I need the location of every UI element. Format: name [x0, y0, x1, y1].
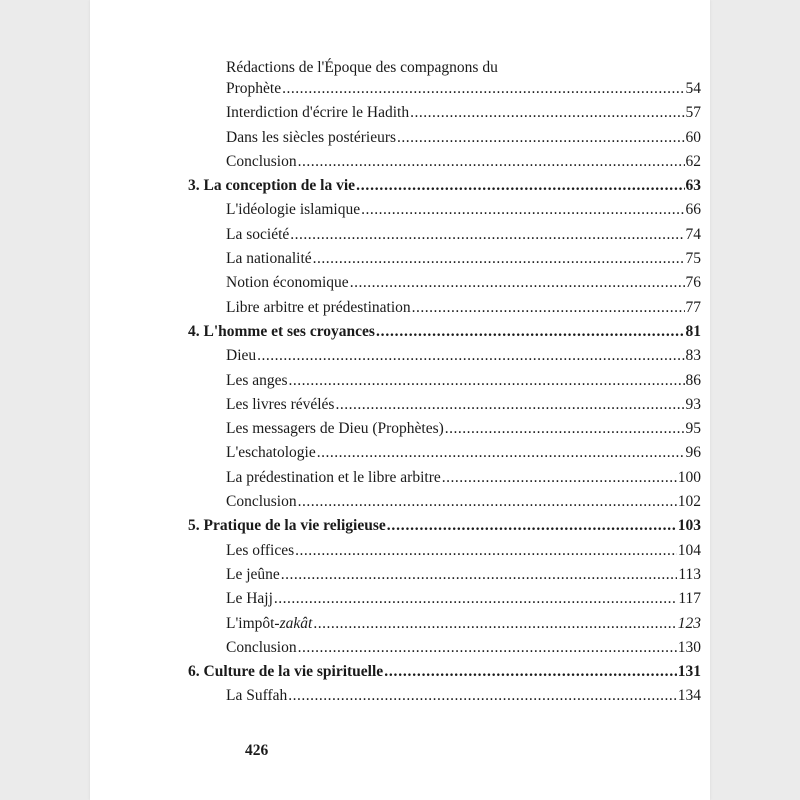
toc-section-entry[interactable] — [188, 271, 701, 295]
toc-entry-title — [226, 466, 441, 490]
dot-leader — [397, 126, 684, 150]
toc-section-entry[interactable] — [188, 466, 701, 490]
toc-entry-title — [226, 441, 316, 465]
toc-entry-title — [226, 612, 312, 636]
toc-entry-title-text: Notion économique — [226, 274, 349, 292]
toc-section-entry[interactable] — [188, 587, 701, 611]
toc-page-number: 102 — [677, 493, 701, 511]
toc-entry-title-text: Conclusion — [226, 493, 297, 511]
toc-section-entry[interactable] — [188, 296, 701, 320]
dot-leader — [282, 77, 684, 101]
toc-section-entry[interactable] — [188, 77, 701, 101]
toc-entry-title — [188, 514, 386, 538]
toc-section-entry[interactable] — [188, 247, 701, 271]
toc-section-entry[interactable] — [188, 369, 701, 393]
toc-entry-title-text: 5. Pratique de la vie religieuse — [188, 517, 386, 535]
toc-page-number: 123 — [677, 614, 701, 632]
dot-leader — [274, 587, 677, 611]
dot-leader — [387, 514, 677, 538]
toc-entry-title-text: La Suffah — [226, 687, 288, 705]
toc-entry-title-line — [188, 57, 701, 77]
toc-section-entry[interactable] — [188, 150, 701, 174]
toc-page-number: 113 — [678, 565, 701, 583]
toc-page-number: 131 — [677, 663, 701, 681]
toc-entry-title: Rédactions de l'Époque des compagnons du — [226, 59, 498, 76]
dot-leader — [356, 174, 684, 198]
toc-entry-title — [226, 393, 334, 417]
toc-page-number: 134 — [677, 687, 701, 705]
toc-entry-title — [226, 101, 409, 125]
toc-entry-title — [226, 247, 312, 271]
toc-entry-title-text: Prophète — [226, 80, 282, 97]
toc-section-entry[interactable] — [188, 344, 701, 368]
dot-leader — [298, 636, 677, 660]
toc-chapter-entry[interactable] — [188, 660, 701, 684]
toc-page-number: 74 — [685, 225, 701, 243]
toc-chapter-entry[interactable] — [188, 514, 701, 538]
toc-entry-title — [226, 563, 280, 587]
toc-entry-title-text: Le jeûne — [226, 565, 280, 583]
toc-page-number: 54 — [685, 80, 701, 97]
toc-entry-title-text: Le Hajj — [226, 590, 273, 608]
toc-section-entry[interactable] — [188, 563, 701, 587]
toc-section-entry[interactable] — [188, 490, 701, 514]
dot-leader — [295, 539, 677, 563]
toc-section-entry[interactable] — [188, 612, 701, 636]
dot-leader — [298, 490, 677, 514]
toc-entry-title-text: Conclusion — [226, 638, 297, 656]
toc-entry-title-text: Les offices — [226, 541, 295, 559]
toc-page-number: 93 — [685, 395, 701, 413]
toc-page-number: 62 — [685, 152, 701, 170]
toc-section-entry[interactable] — [188, 393, 701, 417]
toc-entry-title — [226, 636, 297, 660]
book-page — [90, 0, 710, 800]
toc-entry-title-text: Libre arbitre et prédestination — [226, 298, 411, 316]
toc-entry-title-text: L'idéologie islamique — [226, 201, 361, 219]
toc-page-number: 57 — [685, 104, 701, 122]
toc-page-number: 104 — [677, 541, 701, 559]
dot-leader — [290, 223, 684, 247]
dot-leader — [313, 247, 685, 271]
dot-leader — [445, 417, 685, 441]
toc-page-number: 130 — [677, 638, 701, 656]
dot-leader — [257, 344, 684, 368]
toc-entry-title-italic: zakât — [279, 614, 313, 632]
toc-entry-title — [226, 77, 281, 101]
toc-entry-title — [226, 587, 273, 611]
toc-page-number: 63 — [685, 177, 701, 195]
toc-entry-title-text: Conclusion — [226, 152, 297, 170]
toc-section-entry[interactable] — [188, 441, 701, 465]
toc-page-number: 100 — [677, 468, 701, 486]
toc-entry-title — [226, 296, 411, 320]
toc-entry-title — [188, 660, 383, 684]
toc-page-number: 86 — [685, 371, 701, 389]
toc-entry-title-text: Les livres révélés — [226, 395, 335, 413]
toc-entry-title-text: Les anges — [226, 371, 288, 389]
toc-entry-title-text: L'impôt- — [226, 614, 280, 632]
toc-entry-title-text: La nationalité — [226, 250, 312, 268]
toc-entry-title-text: La prédestination et le libre arbitre — [226, 468, 441, 486]
dot-leader — [335, 393, 684, 417]
dot-leader — [410, 101, 684, 125]
toc-section-entry[interactable] — [188, 223, 701, 247]
toc-entry-title-text: Dieu — [226, 347, 257, 365]
toc-entry-title-text: La société — [226, 225, 290, 243]
toc-page-number: 76 — [685, 274, 701, 292]
dot-leader — [361, 198, 684, 222]
toc-entry-title — [226, 369, 288, 393]
toc-page-number: 95 — [685, 420, 701, 438]
toc-entry-title — [226, 490, 297, 514]
toc-entry-title-text: L'eschatologie — [226, 444, 316, 462]
toc-entry-title — [226, 126, 396, 150]
dot-leader — [288, 684, 676, 708]
toc-section-entry[interactable] — [188, 636, 701, 660]
toc-entry-title-text: 6. Culture de la vie spirituelle — [188, 663, 384, 681]
toc-entry-title-text: Les messagers de Dieu (Prophètes) — [226, 420, 444, 438]
toc-page-number: 117 — [678, 590, 701, 608]
toc-entry-title — [226, 150, 297, 174]
dot-leader — [313, 612, 676, 636]
toc-section-entry[interactable] — [188, 101, 701, 125]
toc-entry-title — [226, 198, 360, 222]
toc-page-number: 81 — [685, 322, 701, 340]
toc-entry-title-text: Interdiction d'écrire le Hadith — [226, 104, 410, 122]
toc-page-number: 77 — [685, 298, 701, 316]
toc-entry-title — [188, 320, 375, 344]
toc-section-entry[interactable] — [188, 684, 701, 708]
toc-section-entry[interactable] — [188, 198, 701, 222]
toc-page-number: 103 — [677, 517, 701, 535]
toc-page-number: 60 — [685, 128, 701, 146]
page-number: 426 — [245, 742, 269, 759]
toc-section-entry[interactable] — [188, 539, 701, 563]
toc-entry-title — [188, 174, 355, 198]
toc-entry-title-text: 4. L'homme et ses croyances — [188, 322, 375, 340]
toc-entry-title — [226, 344, 256, 368]
dot-leader — [317, 441, 685, 465]
toc-page-number: 96 — [685, 444, 701, 462]
toc-entry-title — [226, 417, 444, 441]
toc-entry-title — [226, 223, 289, 247]
dot-leader — [384, 660, 677, 684]
dot-leader — [442, 466, 677, 490]
dot-leader — [298, 150, 685, 174]
dot-leader — [350, 271, 685, 295]
dot-leader — [412, 296, 685, 320]
toc-page-number: 66 — [685, 201, 701, 219]
dot-leader — [289, 369, 685, 393]
toc-page-number: 83 — [685, 347, 701, 365]
toc-entry-title-text: 3. La conception de la vie — [188, 177, 356, 195]
dot-leader — [281, 563, 678, 587]
toc-chapter-entry[interactable] — [188, 174, 701, 198]
toc-entry-title-text: Dans les siècles postérieurs — [226, 128, 397, 146]
toc-page-number: 75 — [685, 250, 701, 268]
toc-section-entry[interactable] — [188, 126, 701, 150]
toc-entry-title — [226, 684, 287, 708]
toc-entry-title — [226, 271, 349, 295]
toc-chapter-entry[interactable] — [188, 320, 701, 344]
toc-section-entry[interactable] — [188, 417, 701, 441]
dot-leader — [376, 320, 685, 344]
table-of-contents — [188, 57, 701, 709]
toc-entry-title — [226, 539, 294, 563]
